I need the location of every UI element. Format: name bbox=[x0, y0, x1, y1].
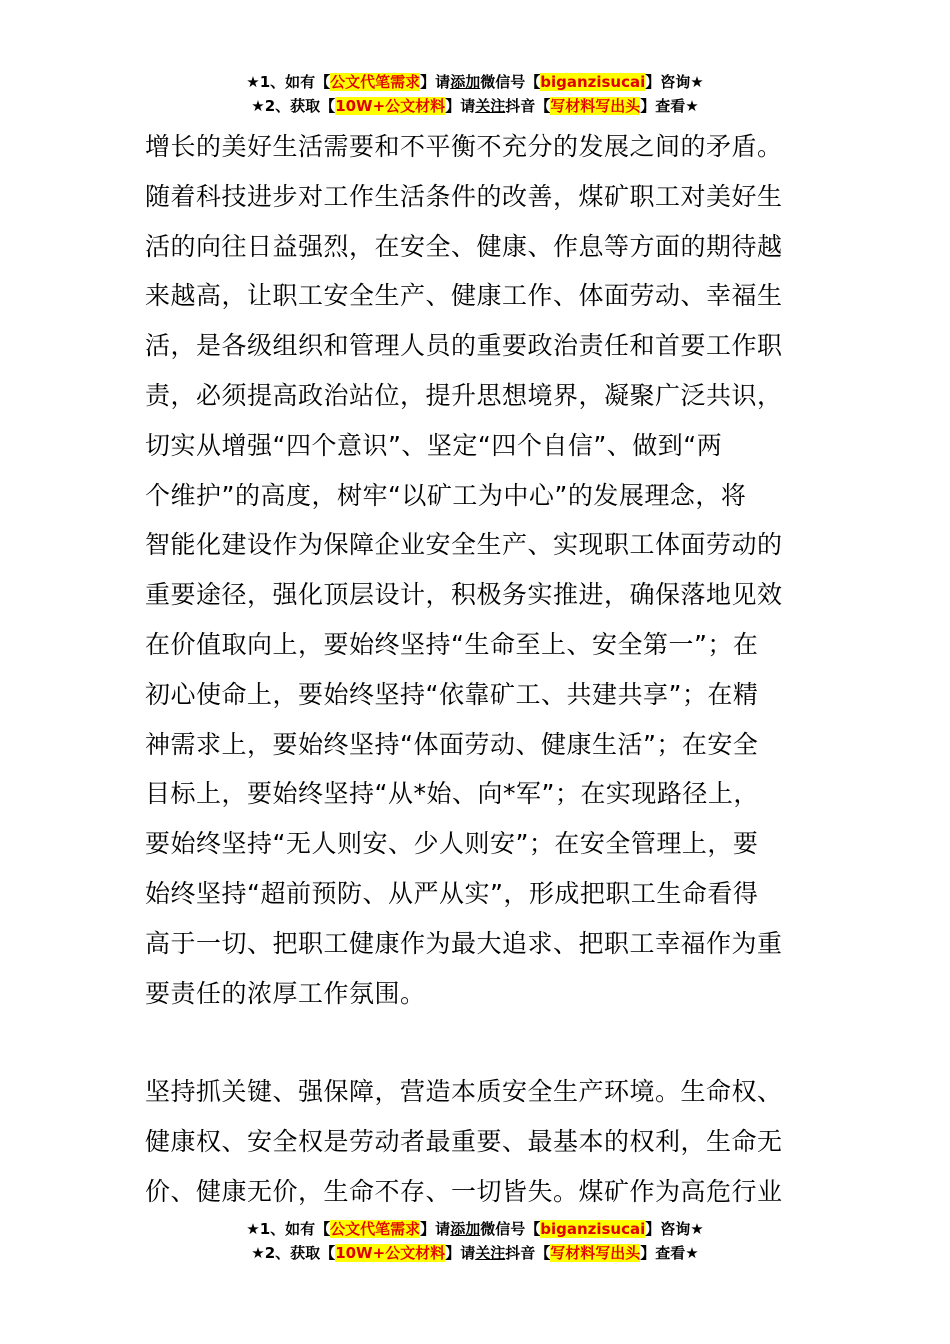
banner-highlight: 公文代笔需求 bbox=[330, 1220, 421, 1238]
text-line: 健康权、安全权是劳动者最重要、最基本的权利，生命无 bbox=[145, 1126, 783, 1156]
banner-line-2: ★2、获取【10W+公文材料】请关注抖音【写材料写出头】查看★ bbox=[251, 97, 699, 115]
paragraph-1 bbox=[145, 122, 817, 1018]
text-line: 要始终坚持“无人则安、少人则安”；在安全管理上，要 bbox=[145, 829, 759, 859]
text-line: 切实从增强“四个意识”、坚定“四个自信”、做到“两 bbox=[145, 430, 723, 460]
text-line: 个维护”的高度，树牢“以矿工为中心”的发展理念，将 bbox=[145, 480, 747, 510]
text-line: 坚持抓关键、强保障，营造本质安全生产环境。生命权、 bbox=[145, 1077, 783, 1106]
text-line: 重要途径，强化顶层设计，积极务实推进，确保落地见效 bbox=[145, 580, 783, 610]
text-line: 活，是各级组织和管理人员的重要政治责任和首要工作职 bbox=[145, 331, 783, 361]
banner-wechat-id: biganzisucai bbox=[540, 1220, 646, 1238]
text-line: 高于一切、把职工健康作为最大追求、把职工幸福作为重 bbox=[145, 928, 783, 958]
text-line: 随着科技进步对工作生活条件的改善，煤矿职工对美好生 bbox=[145, 181, 783, 211]
paragraph-2 bbox=[145, 1067, 817, 1216]
header-banner bbox=[0, 70, 950, 118]
text-line: 智能化建设作为保障企业安全生产、实现职工体面劳动的 bbox=[145, 530, 783, 560]
text-line: 目标上，要始终坚持“从*始、向*军”；在实现路径上， bbox=[145, 779, 759, 809]
text-line: 始终坚持“超前预防、从严从实”，形成把职工生命看得 bbox=[145, 878, 759, 908]
text-line: 神需求上，要始终坚持“体面劳动、健康生活”；在安全 bbox=[145, 729, 759, 759]
banner-douyin-id: 写材料写出头 bbox=[550, 97, 641, 115]
text-line: 初心使命上，要始终坚持“依靠矿工、共建共享”；在精 bbox=[145, 679, 759, 709]
text-line: 来越高，让职工安全生产、健康工作、体面劳动、幸福生 bbox=[145, 281, 783, 311]
text-line: 要责任的浓厚工作氛围。 bbox=[145, 978, 426, 1008]
text-line: 在价值取向上，要始终坚持“生命至上、安全第一”；在 bbox=[145, 629, 759, 659]
banner-highlight: 10W+公文材料 bbox=[335, 97, 446, 115]
footer-banner bbox=[0, 1217, 950, 1265]
banner-highlight: 10W+公文材料 bbox=[335, 1244, 446, 1262]
text-line: 责，必须提高政治站位，提升思想境界，凝聚广泛共识， bbox=[145, 380, 783, 410]
text-line: 价、健康无价，生命不存、一切皆失。煤矿作为高危行业 bbox=[145, 1176, 783, 1206]
text-line: 活的向往日益强烈，在安全、健康、作息等方面的期待越 bbox=[145, 231, 783, 261]
banner-line-1: ★1、如有【公文代笔需求】请添加微信号【biganzisucai】咨询★ bbox=[246, 1220, 704, 1238]
banner-douyin-id: 写材料写出头 bbox=[550, 1244, 641, 1262]
banner-wechat-id: biganzisucai bbox=[540, 73, 646, 91]
banner-line-2: ★2、获取【10W+公文材料】请关注抖音【写材料写出头】查看★ bbox=[251, 1244, 699, 1262]
banner-line-1: ★1、如有【公文代笔需求】请添加微信号【biganzisucai】咨询★ bbox=[246, 73, 704, 91]
banner-highlight: 公文代笔需求 bbox=[330, 73, 421, 91]
text-line: 增长的美好生活需要和不平衡不充分的发展之间的矛盾。 bbox=[145, 132, 783, 161]
